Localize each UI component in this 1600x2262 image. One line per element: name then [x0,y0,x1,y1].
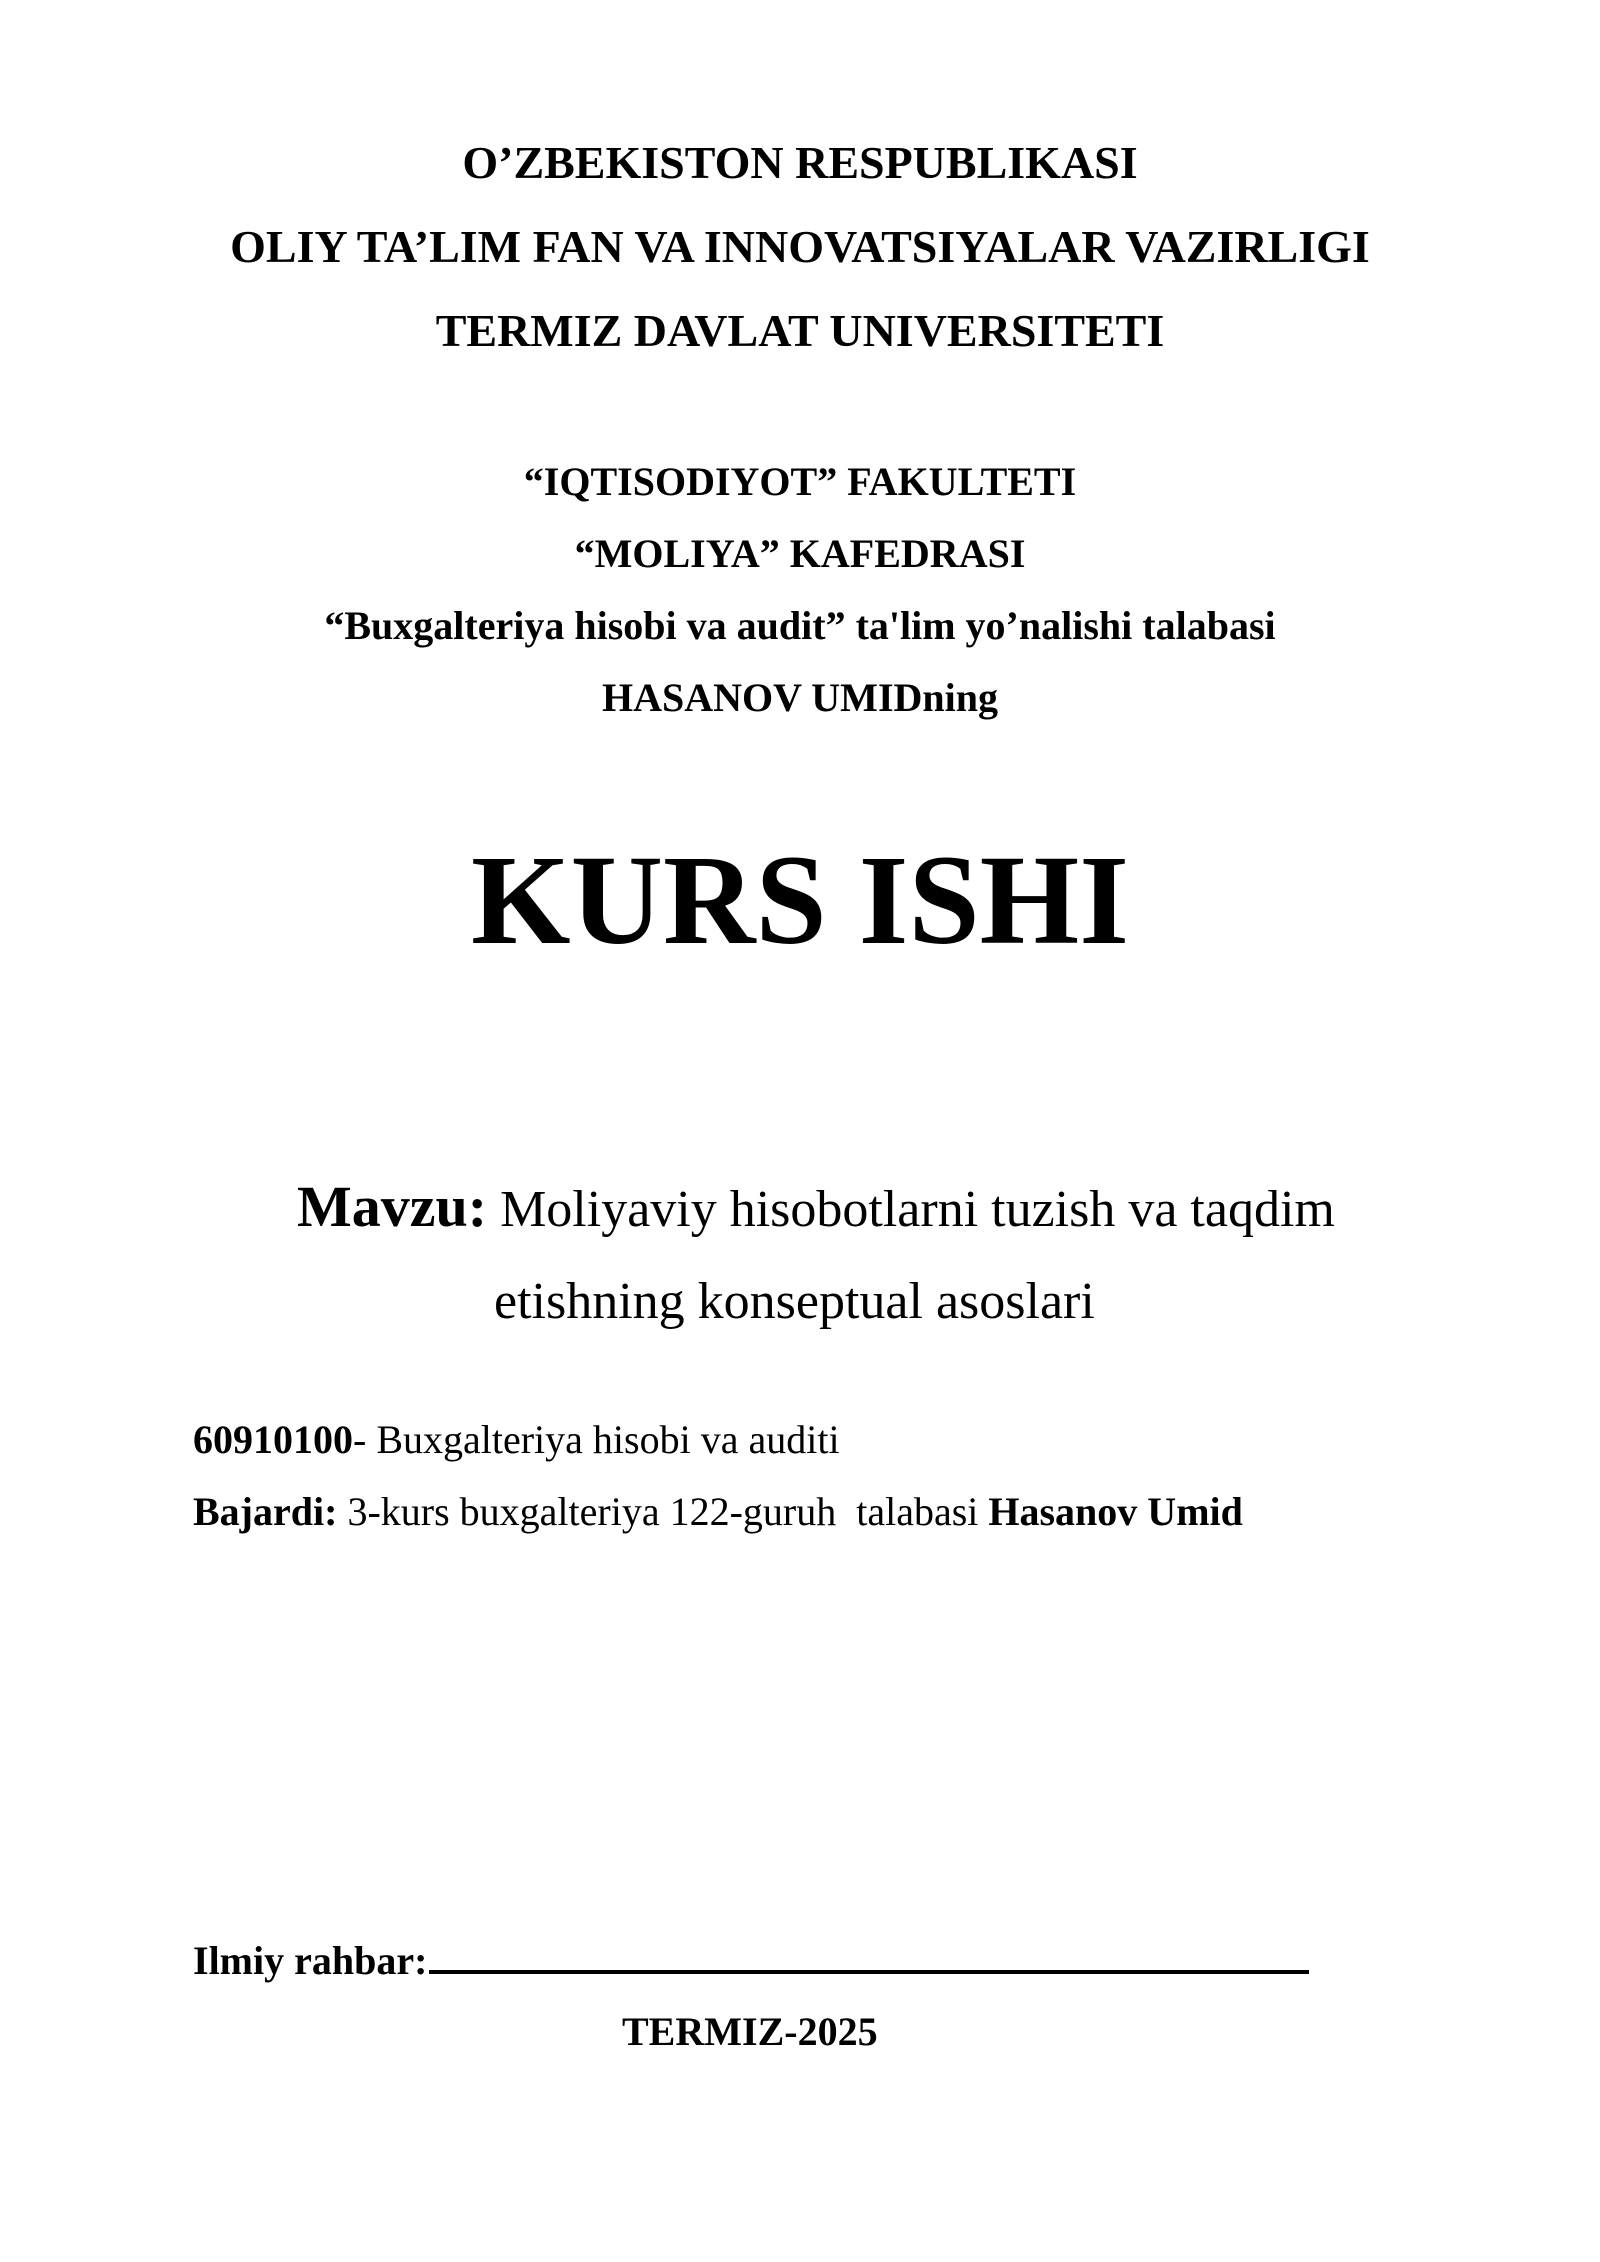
performed-by-line [193,1489,1243,1534]
city-year: TERMIZ-2025 [622,2009,878,2054]
university-heading: TERMIZ DAVLAT UNIVERSITETI [435,305,1165,356]
performed-by-label: Bajardi: [193,1489,338,1534]
faculty-name: “IQTISODIYOT” FAKULTETI [523,459,1077,504]
topic-label: Mavzu: [297,1174,488,1239]
specialty-text: - Buxgalteriya hisobi va auditi [353,1417,840,1462]
supervisor-label: Ilmiy rahbar: [193,1938,428,1983]
department-name: “MOLIYA” KAFEDRASI [574,531,1026,576]
specialty-line [193,1417,840,1462]
topic-line-1 [297,1174,1335,1239]
signature-line [429,1936,1309,1974]
republic-heading: O’ZBEKISTON RESPUBLIKASI [462,137,1138,188]
supervisor-line [193,1936,1309,1981]
topic-text-2: etishning konseptual asoslari [494,1273,1095,1330]
student-name-heading: HASANOV UMIDning [602,675,998,720]
performed-by-text: 3-kurs buxgalteriya 122-guruh talabasi [347,1489,989,1534]
specialty-code: 60910100 [193,1417,353,1462]
document-title: KURS ISHI [471,829,1129,971]
ministry-heading: OLIY TA’LIM FAN VA INNOVATSIYALAR VAZIRLIGI [230,221,1370,272]
topic-text-1: Moliyaviy hisobotlarni tuzish va taqdim [500,1181,1335,1238]
performed-by-student: Hasanov Umid [988,1489,1243,1534]
study-direction: “Buxgalteriya hisobi va audit” ta'lim yo’nalishi talabasi [324,603,1276,648]
